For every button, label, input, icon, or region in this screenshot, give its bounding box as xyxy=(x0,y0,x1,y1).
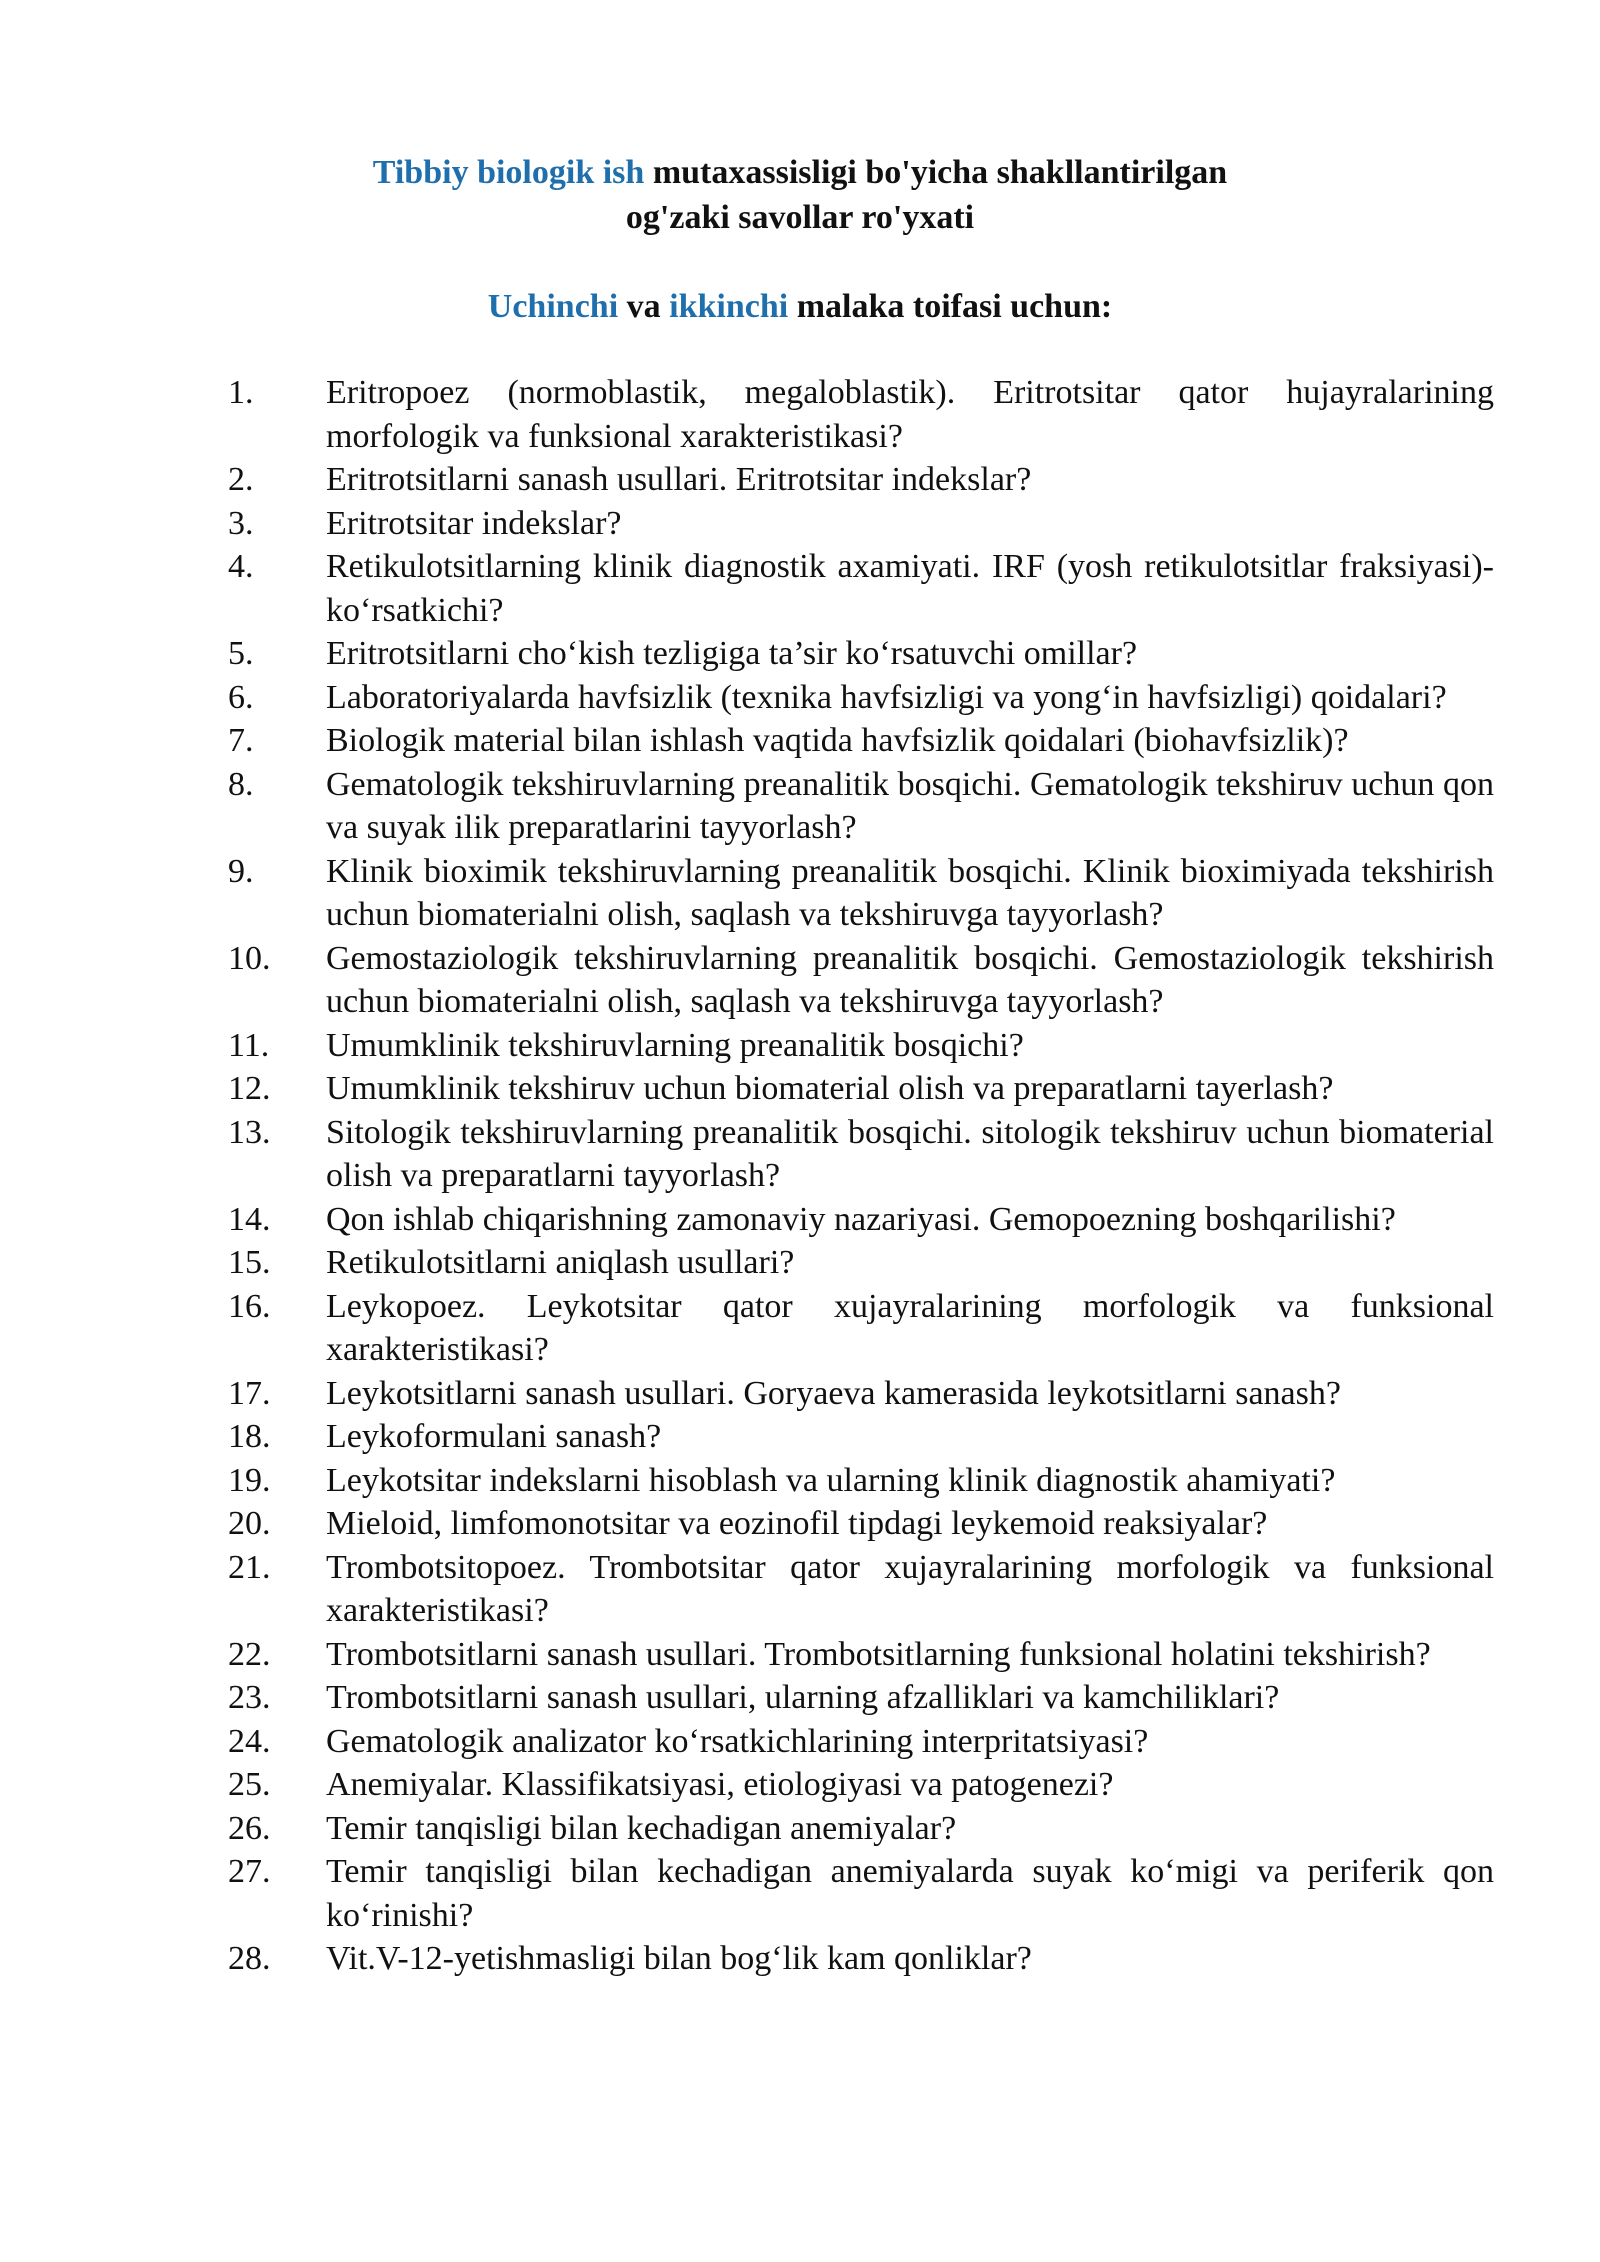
question-text: Leykopoez. Leykotsitar qator xujayralarining morfologik va funksional xarakteristikasi? xyxy=(326,1287,1494,1368)
subtitle-category-third: Uchinchi xyxy=(487,288,619,325)
question-number: 10. xyxy=(228,939,271,977)
subtitle-category-second: ikkinchi xyxy=(669,288,789,325)
list-item xyxy=(0,1807,1600,1851)
question-text: Leykotsitar indekslarni hisoblash va ularning klinik diagnostik ahamiyati? xyxy=(326,1461,1336,1499)
question-text: Biologik material bilan ishlash vaqtida havfsizlik qoidalari (biohavfsizlik)? xyxy=(326,722,1349,759)
list-item xyxy=(0,850,1600,937)
question-number: 16. xyxy=(228,1287,271,1325)
question-text: Leykoformulani sanash? xyxy=(326,1418,662,1455)
question-text: Trombotsitlarni sanash usullari, ularning afzalliklari va kamchiliklari? xyxy=(326,1679,1280,1716)
list-item xyxy=(0,502,1600,546)
question-text: Eritropoez (normoblastik, megaloblastik). Eritrotsitar qator hujayralarining morfologik va funksional xarakteristikasi? xyxy=(326,374,1494,455)
subtitle-connector: va xyxy=(618,288,670,325)
document-title xyxy=(0,150,1600,240)
question-text: Sitologik tekshiruvlarning preanalitik bosqichi. sitologik tekshiruv uchun biomaterial olish va preparatlarni tayyorlash? xyxy=(326,1113,1494,1194)
question-text: Vit.V-12-yetishmasligi bilan bog‘lik kam qonliklar? xyxy=(326,1940,1032,1977)
question-number: 13. xyxy=(228,1113,271,1151)
question-text: Eritrotsitlarni sanash usullari. Eritrotsitar indekslar? xyxy=(326,461,1032,498)
list-item xyxy=(0,458,1600,502)
question-number: 20. xyxy=(228,1505,271,1542)
list-item xyxy=(0,1067,1600,1111)
list-item xyxy=(0,1198,1600,1242)
question-text: Qon ishlab chiqarishning zamonaviy nazariyasi. Gemopoezning boshqarilishi? xyxy=(326,1200,1396,1238)
question-number: 2. xyxy=(228,461,254,498)
title-line-1 xyxy=(0,150,1600,195)
question-number: 26. xyxy=(228,1809,271,1847)
question-text: Temir tanqisligi bilan kechadigan anemiyalar? xyxy=(326,1809,957,1847)
list-item xyxy=(0,1415,1600,1459)
question-text: Klinik bioximik tekshiruvlarning preanalitik bosqichi. Klinik bioximiyada tekshirish uchun biomaterialni olish, saqlash va tekshiruvga tayyorlash? xyxy=(326,852,1494,933)
question-number: 24. xyxy=(228,1722,271,1760)
question-text: Trombotsitopoez. Trombotsitar qator xujayralarining morfologik va funksional xarakteristikasi? xyxy=(326,1548,1494,1629)
question-number: 15. xyxy=(228,1244,271,1281)
question-number: 1. xyxy=(228,374,254,411)
list-item xyxy=(0,1459,1600,1503)
list-item xyxy=(0,1720,1600,1764)
list-item xyxy=(0,676,1600,720)
question-number: 27. xyxy=(228,1853,271,1890)
list-item xyxy=(0,1676,1600,1720)
question-text: Trombotsitlarni sanash usullari. Trombotsitlarning funksional holatini tekshirish? xyxy=(326,1635,1431,1673)
question-number: 5. xyxy=(228,635,254,672)
document-subtitle xyxy=(0,284,1600,329)
question-number: 14. xyxy=(228,1200,271,1238)
question-number: 23. xyxy=(228,1679,271,1716)
title-line-2: og'zaki savollar ro'yxati xyxy=(625,199,975,236)
question-text: Leykotsitlarni sanash usullari. Goryaeva kamerasida leykotsitlarni sanash? xyxy=(326,1374,1341,1412)
question-text: Retikulotsitlarning klinik diagnostik axamiyati. IRF (yosh retikulotsitlar fraksiyasi)-ko‘rsatkichi? xyxy=(326,548,1494,629)
question-list xyxy=(0,371,1600,1981)
question-text: Anemiyalar. Klassifikatsiyasi, etiologiyasi va patogenezi? xyxy=(326,1766,1114,1803)
list-item xyxy=(0,1850,1600,1937)
list-item xyxy=(0,1937,1600,1981)
list-item xyxy=(0,1285,1600,1372)
list-item xyxy=(0,1241,1600,1285)
question-number: 22. xyxy=(228,1635,271,1673)
title-specialty: Tibbiy biologik ish xyxy=(372,154,645,191)
question-text: Eritrotsitlarni cho‘kish tezligiga ta’sir ko‘rsatuvchi omillar? xyxy=(326,635,1138,672)
list-item xyxy=(0,1024,1600,1068)
list-item xyxy=(0,1546,1600,1633)
question-number: 7. xyxy=(228,722,254,759)
question-number: 28. xyxy=(228,1940,271,1977)
question-text: Eritrotsitar indekslar? xyxy=(326,504,622,542)
list-item xyxy=(0,1502,1600,1546)
question-text: Umumklinik tekshiruv uchun biomaterial olish va preparatlarni tayerlash? xyxy=(326,1070,1334,1107)
list-item xyxy=(0,1633,1600,1677)
question-text: Laboratoriyalarda havfsizlik (texnika havfsizligi va yong‘in havfsizligi) qoidalari? xyxy=(326,678,1447,716)
question-text: Mieloid, limfomonotsitar va eozinofil tipdagi leykemoid reaksiyalar? xyxy=(326,1505,1268,1542)
list-item xyxy=(0,371,1600,458)
question-number: 11. xyxy=(228,1026,270,1064)
question-number: 17. xyxy=(228,1374,271,1412)
question-text: Retikulotsitlarni aniqlash usullari? xyxy=(326,1244,795,1281)
question-number: 12. xyxy=(228,1070,271,1107)
list-item xyxy=(0,632,1600,676)
question-number: 4. xyxy=(228,548,254,585)
subtitle-rest: malaka toifasi uchun: xyxy=(788,288,1113,325)
question-text: Gemostaziologik tekshiruvlarning preanalitik bosqichi. Gemostaziologik tekshirish uchun biomaterialni olish, saqlash va tekshiruvga tayyorlash? xyxy=(326,939,1494,1020)
question-number: 18. xyxy=(228,1418,271,1455)
question-number: 9. xyxy=(228,852,254,890)
question-text: Gematologik analizator ko‘rsatkichlarining interpritatsiyasi? xyxy=(326,1722,1149,1760)
question-text: Temir tanqisligi bilan kechadigan anemiyalarda suyak ko‘migi va periferik qon ko‘rinishi? xyxy=(326,1853,1494,1934)
question-text: Umumklinik tekshiruvlarning preanalitik bosqichi? xyxy=(326,1026,1024,1064)
list-item xyxy=(0,1763,1600,1807)
question-number: 21. xyxy=(228,1548,271,1586)
list-item xyxy=(0,763,1600,850)
question-number: 3. xyxy=(228,504,254,542)
question-number: 19. xyxy=(228,1461,271,1499)
question-number: 6. xyxy=(228,678,254,716)
list-item xyxy=(0,719,1600,763)
list-item xyxy=(0,545,1600,632)
question-number: 25. xyxy=(228,1766,271,1803)
question-text: Gematologik tekshiruvlarning preanalitik bosqichi. Gematologik tekshiruv uchun qon va suyak ilik preparatlarini tayyorlash? xyxy=(326,765,1494,846)
list-item xyxy=(0,1372,1600,1416)
question-number: 8. xyxy=(228,765,254,803)
title-rest: mutaxassisligi bo'yicha shakllantirilgan xyxy=(644,154,1228,191)
list-item xyxy=(0,937,1600,1024)
list-item xyxy=(0,1111,1600,1198)
